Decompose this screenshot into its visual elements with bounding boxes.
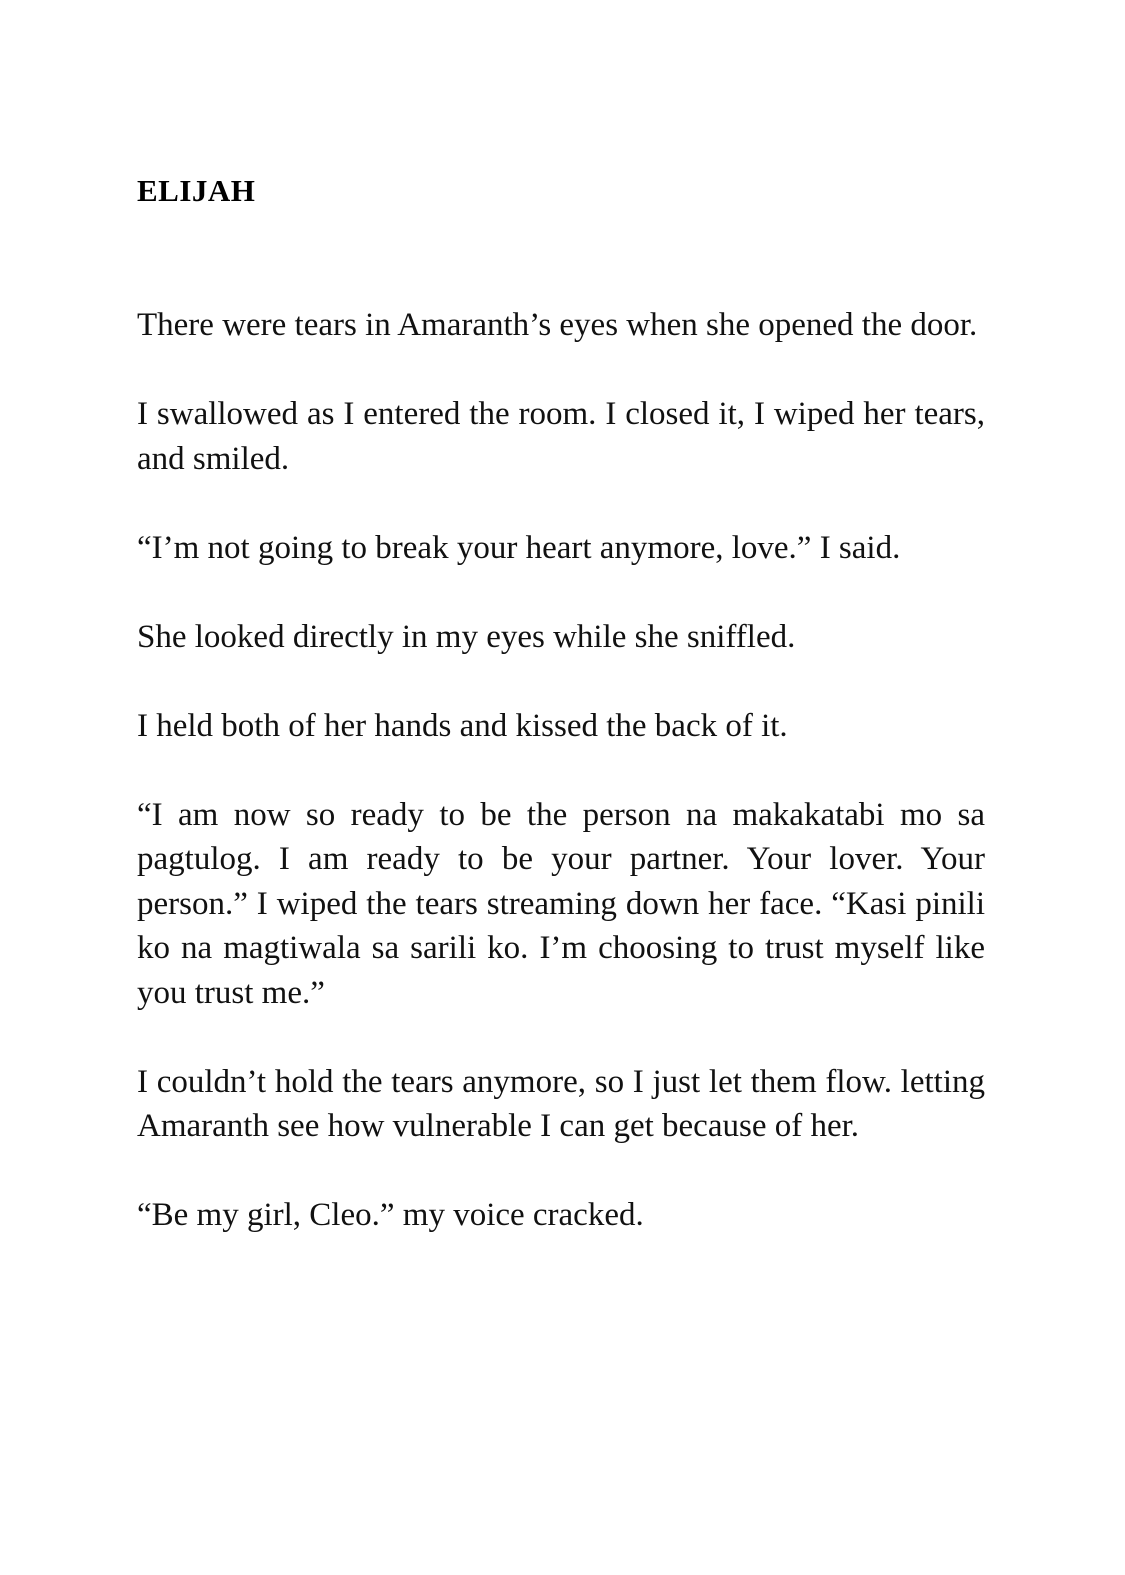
paragraph: “I am now so ready to be the person na makakatabi mo sa pagtulog. I am ready to be your partner. Your lover. Your person.” I wiped the tears streaming down her face. “Kasi pinili ko na magtiwala sa sarili ko. I’m choosing to trust myself like you trust me.”: [137, 796, 985, 1011]
chapter-heading: ELIJAH: [137, 173, 256, 208]
paragraph: I couldn’t hold the tears anymore, so I just let them flow. letting Amaranth see how vulnerable I can get because of her.: [137, 1063, 985, 1144]
paragraph: “Be my girl, Cleo.” my voice cracked.: [137, 1197, 644, 1233]
paragraph: “I’m not going to break your heart anymore, love.” I said.: [137, 529, 901, 566]
story-body: [137, 303, 985, 1282]
paragraph: There were tears in Amaranth’s eyes when she opened the door.: [137, 307, 978, 343]
paragraph: She looked directly in my eyes while she sniffled.: [137, 618, 796, 655]
paragraph: I swallowed as I entered the room. I closed it, I wiped her tears, and smiled.: [137, 396, 985, 477]
paragraph: I held both of her hands and kissed the back of it.: [137, 707, 788, 744]
